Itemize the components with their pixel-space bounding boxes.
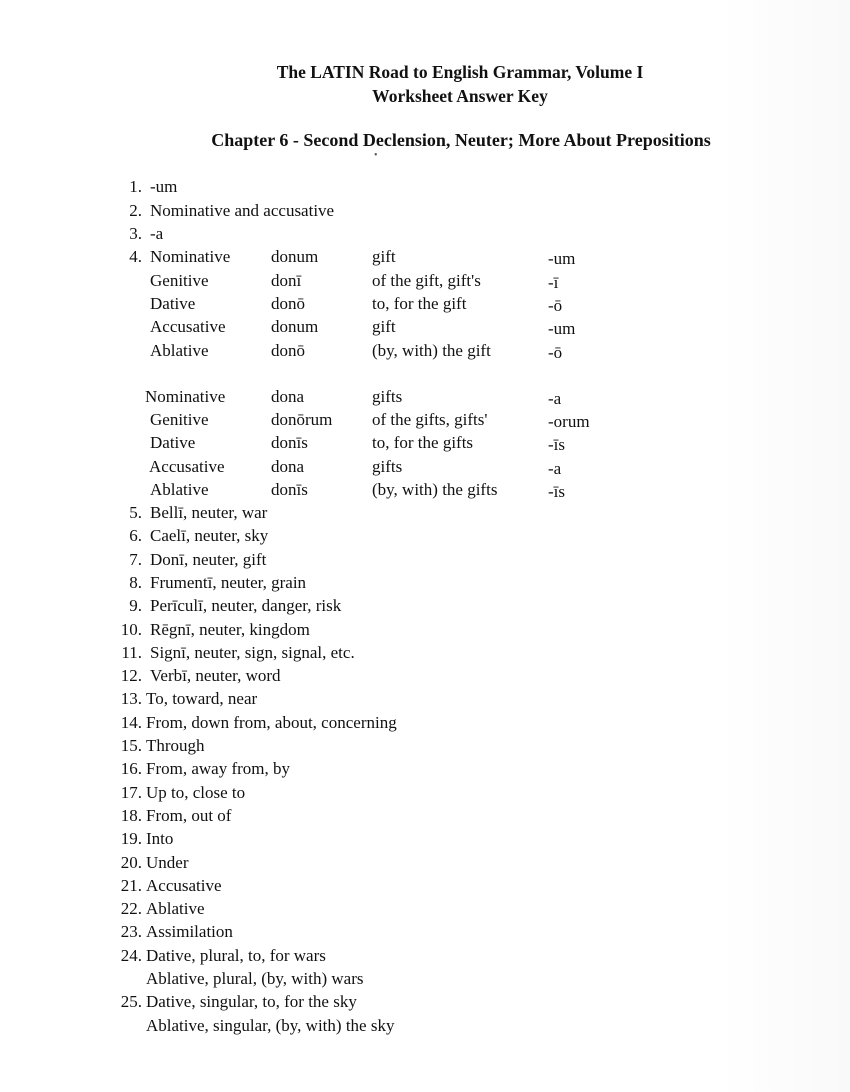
answer-text: Rēgnī, neuter, kingdom (150, 620, 310, 639)
latin-form: donīs (271, 480, 308, 499)
answer-text: Caelī, neuter, sky (150, 526, 269, 545)
latin-form: dona (271, 457, 305, 476)
answer-number: 4. (129, 247, 142, 266)
worksheet-subtitle: Worksheet Answer Key (372, 86, 548, 106)
answer-text: Ablative (146, 899, 205, 918)
case-ending: -um (548, 249, 576, 268)
answer-number: 6. (129, 526, 142, 545)
answer-text: Assimilation (146, 922, 233, 941)
latin-form: donum (271, 317, 319, 336)
answer-text: Donī, neuter, gift (150, 550, 267, 569)
answer-number: 8. (129, 573, 142, 592)
answer-text: Dative, plural, to, for wars (146, 946, 326, 965)
answer-number: 17. (120, 783, 142, 802)
answer-number: 16. (120, 759, 142, 778)
answer-number: 15. (120, 736, 142, 755)
answer-text: Frumentī, neuter, grain (150, 573, 307, 592)
case-label: Accusative (150, 317, 226, 336)
answer-text: Perīculī, neuter, danger, risk (150, 596, 342, 615)
answer-text: Into (146, 829, 174, 848)
case-label: Nominative (150, 247, 231, 266)
case-ending: -īs (548, 482, 565, 501)
english-meaning: gifts (372, 387, 403, 406)
english-meaning: to, for the gifts (372, 433, 474, 452)
case-label: Nominative (145, 387, 226, 406)
latin-form: donum (271, 247, 319, 266)
answer-number: 14. (120, 713, 142, 732)
latin-form: donī (271, 271, 302, 290)
stray-mark: • (374, 150, 378, 161)
answer-text: From, down from, about, concerning (146, 713, 397, 732)
english-meaning: to, for the gift (372, 294, 467, 313)
answer-text: Verbī, neuter, word (150, 666, 281, 685)
answer-text: Dative, singular, to, for the sky (146, 992, 357, 1011)
answer-text: Under (146, 853, 189, 872)
answer-number: 20. (120, 853, 142, 872)
latin-form: donō (271, 294, 305, 313)
english-meaning: of the gift, gift's (372, 271, 481, 290)
answer-text: Ablative, singular, (by, with) the sky (146, 1016, 395, 1035)
case-ending: -ō (548, 296, 563, 315)
answer-text: Bellī, neuter, war (150, 503, 268, 522)
answer-text: Signī, neuter, sign, signal, etc. (150, 643, 355, 662)
answer-number: 21. (120, 876, 142, 895)
english-meaning: gift (372, 317, 396, 336)
answer-number: 5. (129, 503, 142, 522)
answer-number: 3. (129, 224, 142, 243)
case-label: Dative (150, 433, 196, 452)
answer-number: 23. (120, 922, 142, 941)
case-ending: -orum (548, 412, 590, 431)
answer-text: From, away from, by (146, 759, 291, 778)
answer-text: To, toward, near (146, 689, 258, 708)
answer-number: 18. (120, 806, 142, 825)
answer-text: Nominative and accusative (150, 201, 335, 220)
answer-number: 13. (120, 689, 142, 708)
answer-number: 2. (129, 201, 142, 220)
answer-number: 7. (129, 550, 142, 569)
book-title: The LATIN Road to English Grammar, Volume I (276, 62, 644, 82)
case-label: Accusative (149, 457, 225, 476)
answer-number: 24. (120, 946, 142, 965)
english-meaning: (by, with) the gift (372, 341, 491, 360)
answer-text: From, out of (146, 806, 232, 825)
case-ending: -īs (548, 435, 565, 454)
answer-text: Through (146, 736, 205, 755)
latin-form: donōrum (271, 410, 333, 429)
case-label: Genitive (150, 271, 209, 290)
latin-form: dona (271, 387, 305, 406)
case-label: Ablative (150, 480, 209, 499)
answer-number: 11. (121, 643, 142, 662)
latin-form: donīs (271, 433, 308, 452)
english-meaning: gift (372, 247, 396, 266)
answer-number: 25. (120, 992, 142, 1011)
answer-text: -a (150, 224, 164, 243)
english-meaning: of the gifts, gifts' (372, 410, 488, 429)
answer-text: Ablative, plural, (by, with) wars (146, 969, 364, 988)
answer-number: 12. (120, 666, 142, 685)
case-ending: -a (548, 389, 562, 408)
case-label: Genitive (150, 410, 209, 429)
case-ending: -um (548, 319, 576, 338)
bleed-through-shadow (720, 0, 850, 1092)
answer-number: 19. (120, 829, 142, 848)
english-meaning: gifts (372, 457, 403, 476)
english-meaning: (by, with) the gifts (372, 480, 498, 499)
answer-number: 22. (120, 899, 142, 918)
answer-number: 9. (129, 596, 142, 615)
answer-text: Up to, close to (146, 783, 246, 802)
chapter-heading: Chapter 6 - Second Declension, Neuter; More About Prepositions (211, 130, 711, 150)
answer-number: 1. (129, 177, 142, 196)
case-ending: -ī (548, 273, 559, 292)
case-ending: -a (548, 459, 562, 478)
case-label: Ablative (150, 341, 209, 360)
answer-text: Accusative (146, 876, 222, 895)
answer-number: 10. (120, 620, 142, 639)
latin-form: donō (271, 341, 305, 360)
case-label: Dative (150, 294, 196, 313)
case-ending: -ō (548, 343, 563, 362)
answer-text: -um (150, 177, 178, 196)
